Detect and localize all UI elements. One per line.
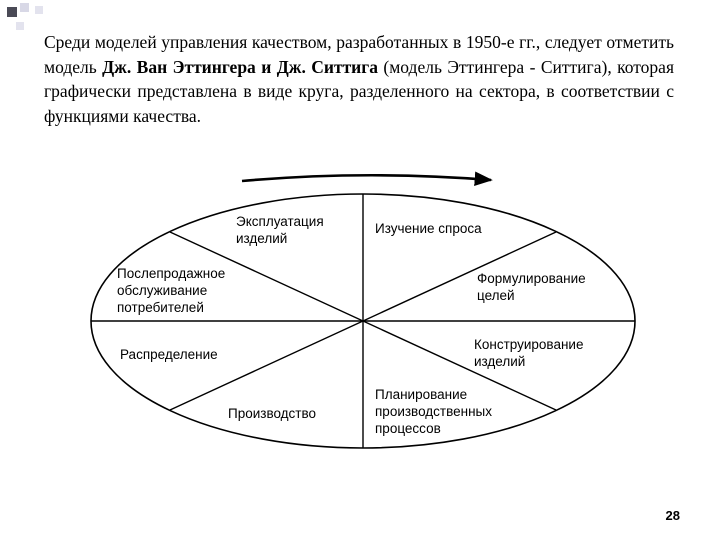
sector-process-planning-label-line: процессов — [375, 421, 441, 436]
sector-after-sales-service-label-line: обслуживание — [117, 283, 208, 298]
sector-after-sales-service-label-line: Послепродажное — [117, 266, 226, 281]
sector-goal-setting-label-line: целей — [477, 288, 515, 303]
sector-product-operation-label-line: изделий — [236, 231, 288, 246]
sector-market-research-label-line: Изучение спроса — [375, 221, 482, 236]
intro-text-bold: Дж. Ван Эттингера и Дж. Ситтига — [102, 56, 378, 77]
sector-process-planning-label-line: Планирование — [375, 387, 468, 402]
intro-text-part1: Среди моделей управления качеством, разработанных в 1950-е гг., следует отметить модель — [44, 32, 674, 77]
sector-distribution-label — [120, 347, 218, 362]
sector-process-planning-label — [375, 387, 492, 436]
sector-process-planning-label-line: производственных — [375, 404, 492, 419]
sector-product-design-label-line: изделий — [474, 354, 526, 369]
sector-product-operation-label — [236, 214, 324, 246]
sector-after-sales-service-label — [117, 266, 225, 315]
sector-distribution-label-line: Распределение — [120, 347, 218, 362]
page-number: 28 — [665, 508, 680, 523]
sector-production-label — [228, 406, 316, 421]
sector-market-research-label — [375, 221, 482, 236]
sector-product-design-label-line: Конструирование — [474, 337, 584, 352]
sector-after-sales-service-label-line: потребителей — [117, 300, 204, 315]
sector-product-design-label — [474, 337, 583, 369]
rotation-arrow — [242, 175, 491, 181]
intro-text-part2: (модель Эттингера - Ситтига), которая графически представлена в виде круга, разделенного на сектора, в соответствии с функциями качества. — [44, 56, 674, 126]
sector-goal-setting-label-line: Формулирование — [477, 271, 586, 286]
sector-product-operation-label-line: Эксплуатация — [236, 214, 324, 229]
sector-goal-setting-label — [477, 271, 586, 303]
sector-production-label-line: Производство — [228, 406, 317, 421]
